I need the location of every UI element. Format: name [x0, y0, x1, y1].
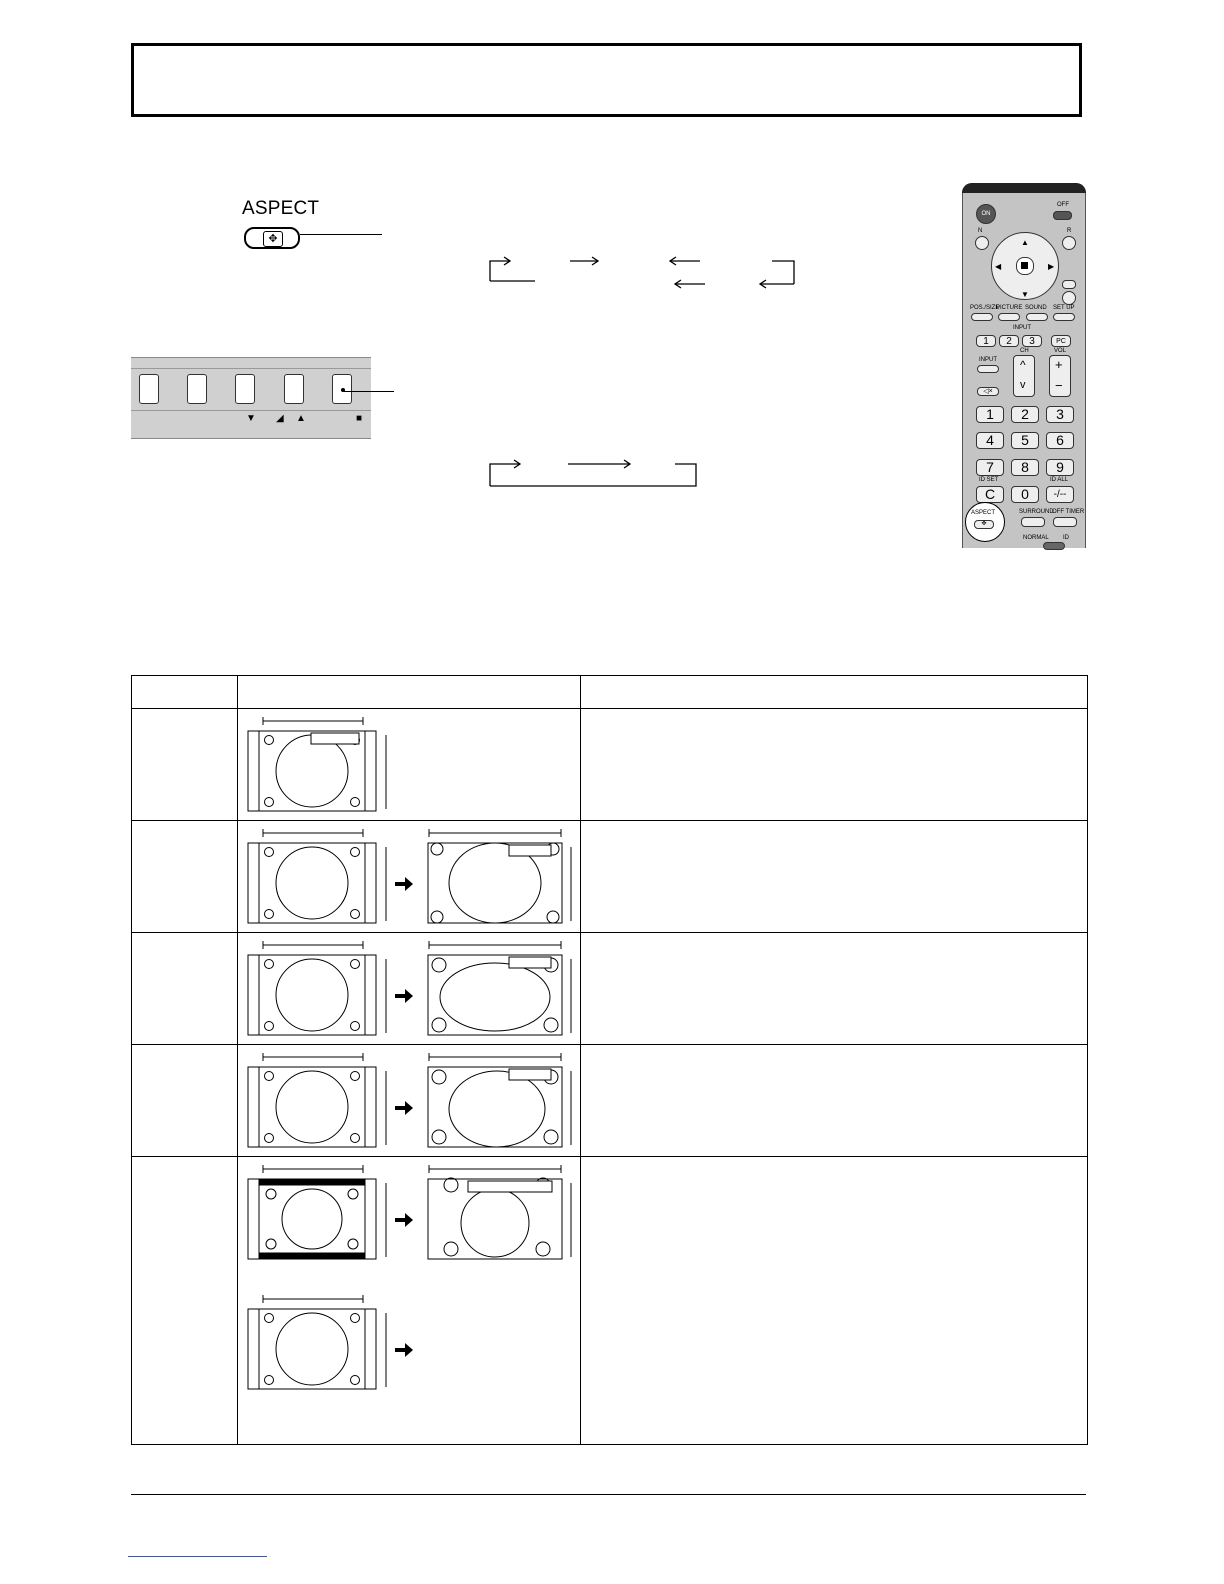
remote-input-select-icon-button[interactable] [1062, 280, 1076, 289]
remote-digit-7-button[interactable]: 7 [976, 459, 1004, 476]
remote-nav-right-icon: ▶ [1048, 262, 1055, 271]
description-cell [581, 1045, 1088, 1157]
table-row [132, 933, 1088, 1045]
remote-nav-up-icon: ▲ [1021, 238, 1029, 247]
description-cell [581, 821, 1088, 933]
description-cell [581, 1157, 1088, 1445]
remote-offtimer-label: OFF TIMER [1052, 509, 1085, 515]
remote-surround-label: SURROUND [1019, 509, 1054, 515]
remote-offtimer-button[interactable] [1053, 517, 1077, 527]
picture-cell [238, 821, 581, 933]
remote-input-button[interactable] [977, 365, 999, 373]
remote-input-2-button[interactable]: 2 [999, 335, 1019, 347]
remote-nav-center-button[interactable] [1016, 257, 1034, 275]
remote-normal-label: NORMAL [1023, 535, 1049, 541]
table-row [132, 1045, 1088, 1157]
remote-digit-1-button[interactable]: 1 [976, 406, 1004, 423]
unit-control-panel [131, 357, 371, 439]
panel-key-4[interactable] [284, 374, 304, 404]
remote-clear-button[interactable]: C [976, 486, 1004, 503]
panel-down-icon: ▼ [246, 413, 256, 424]
mute-icon: ◁× [983, 388, 993, 395]
table-header-row [132, 676, 1088, 709]
remote-ch-up-icon: ^ [1020, 358, 1026, 372]
table-row [132, 821, 1088, 933]
remote-input-group-label: INPUT [1013, 325, 1031, 331]
footer-rule [131, 1494, 1086, 1495]
remote-sound-button[interactable] [1026, 313, 1048, 321]
right-arrow-icon [395, 1343, 413, 1357]
description-cell [581, 933, 1088, 1045]
remote-menu-setup-label: SET UP [1053, 305, 1075, 311]
aspect-cycle-diagram-unit [480, 452, 710, 492]
remote-setup-button[interactable] [1053, 313, 1075, 321]
remote-input-label: INPUT [979, 357, 997, 363]
remote-id-all-label: ID ALL [1050, 477, 1069, 483]
aspect-cycle-diagram-remote [480, 248, 810, 292]
panel-stop-icon: ■ [356, 413, 363, 424]
remote-digit-5-button[interactable]: 5 [1011, 432, 1039, 449]
remote-picture-button[interactable] [998, 313, 1020, 321]
aspect-cross-icon: ✥ [263, 231, 283, 247]
panel-key-1[interactable] [139, 374, 159, 404]
remote-digit-mode-button[interactable]: -/-- [1046, 486, 1074, 503]
aspect-cross-icon: ✥ [981, 521, 987, 527]
remote-digit-4-button[interactable]: 4 [976, 432, 1004, 449]
footer-link-underline[interactable] [128, 1556, 267, 1557]
remote-aspect-label: ASPECT [971, 510, 996, 516]
remote-aspect-highlight [965, 502, 1005, 542]
aspect-leader-line [300, 234, 382, 235]
picture-diagram [247, 1051, 587, 1151]
remote-surround-button[interactable] [1021, 517, 1045, 527]
table-row [132, 709, 1088, 821]
remote-digit-2-button[interactable]: 2 [1011, 406, 1039, 423]
remote-vol-minus-icon: − [1055, 378, 1063, 393]
mode-cell [132, 709, 238, 821]
panel-groove-bottom [131, 410, 371, 411]
table-row [132, 1157, 1088, 1445]
remote-control [962, 183, 1086, 548]
remote-mute-button[interactable] [977, 387, 999, 396]
header-description-cell [581, 676, 1088, 709]
remote-digit-0-button[interactable]: 0 [1011, 486, 1039, 503]
remote-vol-label: VOL [1054, 348, 1067, 354]
remote-digit-3-button[interactable]: 3 [1046, 406, 1074, 423]
right-arrow-icon [395, 877, 413, 891]
panel-up-icon: ▲ [296, 413, 306, 424]
panel-key-aspect[interactable] [332, 374, 352, 404]
mode-cell [132, 1157, 238, 1445]
remote-input-pc-button[interactable]: PC [1051, 335, 1071, 347]
remote-volume-rocker[interactable] [1049, 355, 1071, 397]
remote-aspect-button[interactable] [974, 520, 994, 529]
aspect-modes-table [131, 675, 1087, 1414]
picture-cell [238, 709, 581, 821]
panel-leader-line [344, 391, 394, 392]
mode-cell [132, 933, 238, 1045]
panel-groove-top [131, 368, 371, 369]
aspect-button[interactable] [244, 227, 300, 249]
header-picture-cell [238, 676, 581, 709]
picture-diagram [247, 827, 587, 927]
remote-power-off-button[interactable] [1053, 211, 1072, 220]
remote-r-label: R [1067, 228, 1072, 234]
mode-cell [132, 1045, 238, 1157]
remote-input-3-button[interactable]: 3 [1022, 335, 1042, 347]
picture-cell [238, 1157, 581, 1445]
right-arrow-icon [395, 1101, 413, 1115]
remote-top-edge [962, 183, 1086, 193]
remote-menu-pos-label: POS./SIZE [970, 305, 1000, 311]
picture-diagram [247, 715, 397, 815]
remote-mode-switch[interactable] [1043, 542, 1065, 550]
remote-n-label: N [978, 228, 983, 234]
remote-ch-label: CH [1020, 348, 1029, 354]
remote-power-on-button[interactable]: ON [976, 204, 996, 224]
description-cell [581, 709, 1088, 821]
remote-vol-plus-icon: + [1055, 357, 1063, 372]
aspect-button-label: ASPECT [242, 198, 320, 219]
panel-key-3[interactable] [235, 374, 255, 404]
remote-menu-picture-label: PICTURE [996, 305, 1023, 311]
panel-volume-icon: ◢ [276, 413, 284, 424]
right-arrow-icon [395, 1213, 413, 1227]
remote-id-label: ID [1063, 535, 1069, 541]
remote-channel-rocker[interactable] [1013, 355, 1035, 397]
remote-id-set-label: ID SET [979, 477, 999, 483]
remote-ch-down-icon: v [1020, 379, 1026, 391]
remote-stop-icon [1021, 262, 1028, 269]
remote-digit-8-button[interactable]: 8 [1011, 459, 1039, 476]
picture-cell [238, 1045, 581, 1157]
remote-digit-6-button[interactable]: 6 [1046, 432, 1074, 449]
remote-nav-down-icon: ▼ [1021, 290, 1029, 299]
remote-navigation-pad[interactable] [991, 232, 1059, 300]
right-arrow-icon [395, 989, 413, 1003]
picture-cell [238, 933, 581, 1045]
remote-nav-left-icon: ◀ [995, 262, 1002, 271]
picture-diagram [247, 939, 587, 1039]
remote-round-button[interactable] [1062, 291, 1076, 305]
page-title-box [131, 43, 1082, 117]
remote-pos-size-button[interactable] [971, 313, 993, 321]
remote-input-1-button[interactable]: 1 [976, 335, 996, 347]
picture-diagram [247, 1163, 587, 1403]
mode-cell [132, 821, 238, 933]
remote-menu-sound-label: SOUND [1025, 305, 1047, 311]
remote-r-button[interactable] [1062, 236, 1076, 250]
remote-n-button[interactable] [975, 236, 989, 250]
remote-off-label: OFF [1057, 202, 1069, 208]
remote-digit-9-button[interactable]: 9 [1046, 459, 1074, 476]
header-mode-cell [132, 676, 238, 709]
panel-key-2[interactable] [187, 374, 207, 404]
